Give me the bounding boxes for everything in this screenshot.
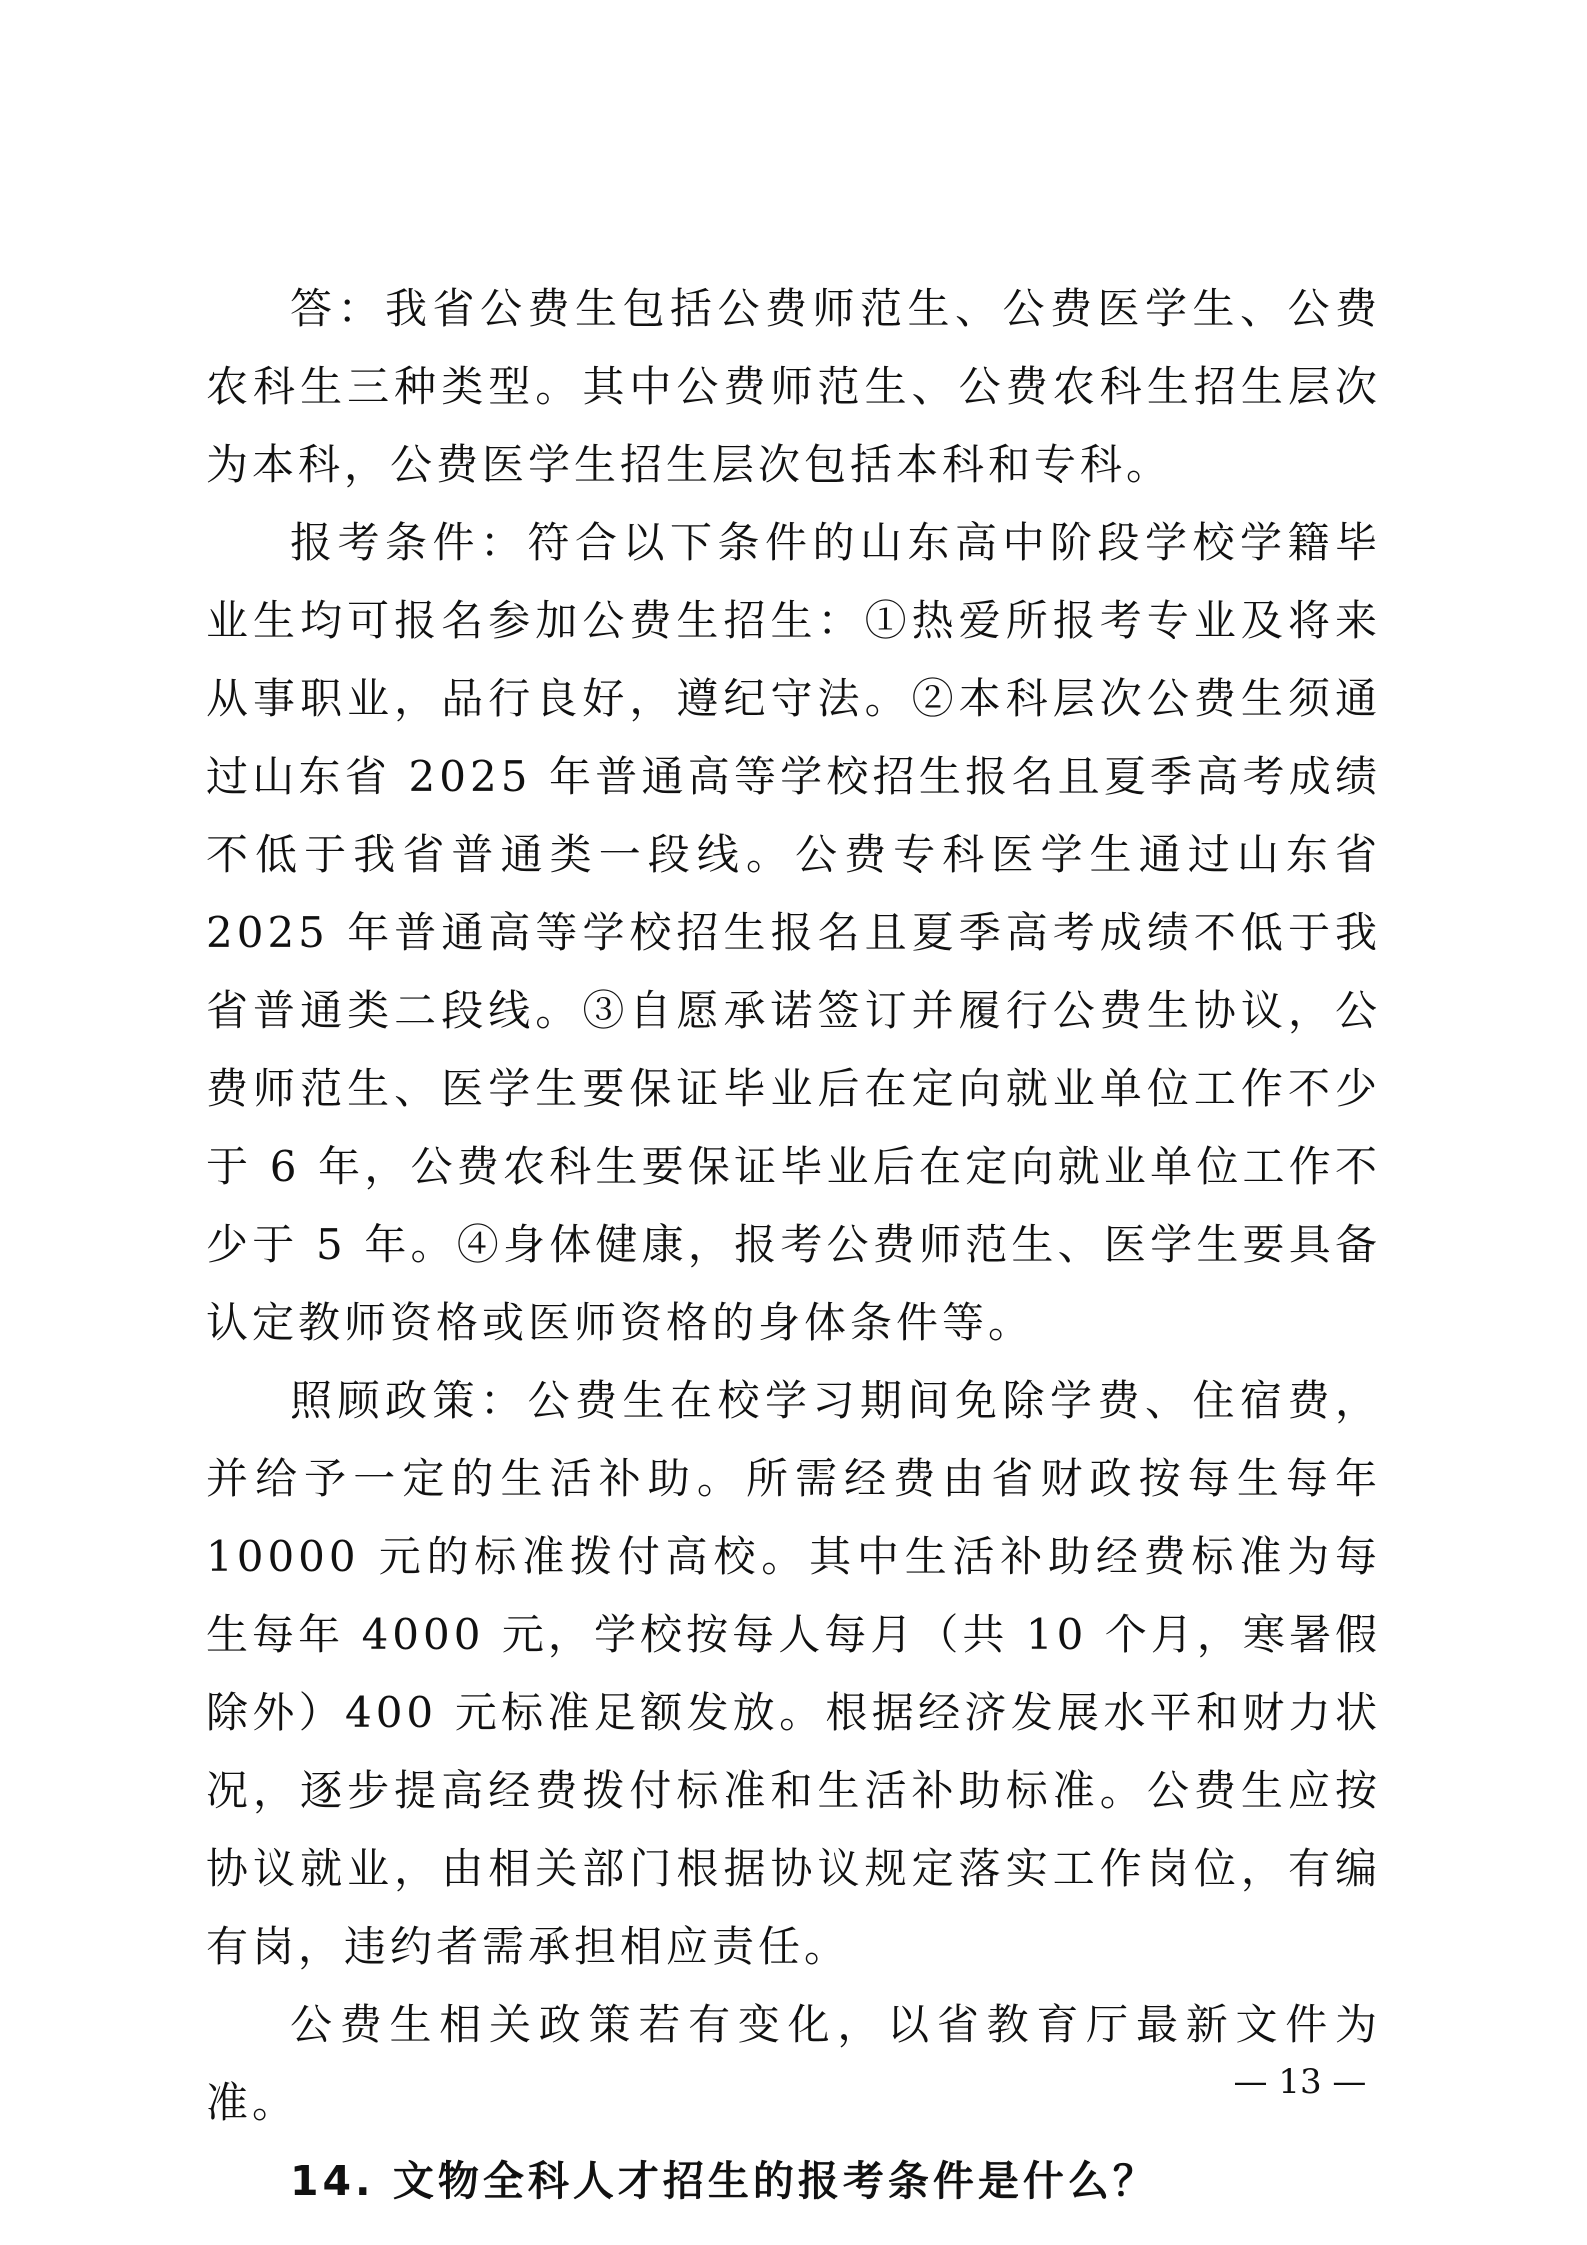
eligibility-paragraph: 报考条件：符合以下条件的山东高中阶段学校学籍毕业生均可报名参加公费生招生：①热爱所报考专业及将来从事职业，品行良好，遵纪守法。②本科层次公费生须通过山东省 2025 年普通高等学校招生报名且夏季高考成绩不低于我省普通类一段线。公费专科医学生通过山东省 2025 年普通高等学校招生报名且夏季高考成绩不低于我省普通类二段线。③自愿承诺签订并履行公费生协议，公费师范生、医学生要保证毕业后在定向就业单位工作不少于 6 年，公费农科生要保证毕业后在定向就业单位工作不少于 5 年。④身体健康，报考公费师范生、医学生要具备认定教师资格或医师资格的身体条件等。 [206,518,1381,1347]
page-number: — 13 — [1233,2062,1367,2102]
answer-paragraph: 答：我省公费生包括公费师范生、公费医学生、公费农科生三种类型。其中公费师范生、公费农科生招生层次为本科，公费医学生招生层次包括本科和专科。 [206,284,1381,489]
question-heading: 14. 文物全科人才招生的报考条件是什么？ [290,2157,1158,2205]
document-body [206,270,1381,2220]
note-paragraph: 公费生相关政策若有变化，以省教育厅最新文件为准。 [206,2000,1381,2127]
policy-paragraph: 照顾政策：公费生在校学习期间免除学费、住宿费，并给予一定的生活补助。所需经费由省财政按每生每年 10000 元的标准拨付高校。其中生活补助经费标准为每生每年 4000 元，学校按每人每月（共 10 个月，寒暑假除外）400 元标准足额发放。根据经济发展水平和财力状况，逐步提高经费拨付标准和生活补助标准。公费生应按协议就业，由相关部门根据协议规定落实工作岗位，有编有岗，违约者需承担相应责任。 [206,1376,1381,1971]
